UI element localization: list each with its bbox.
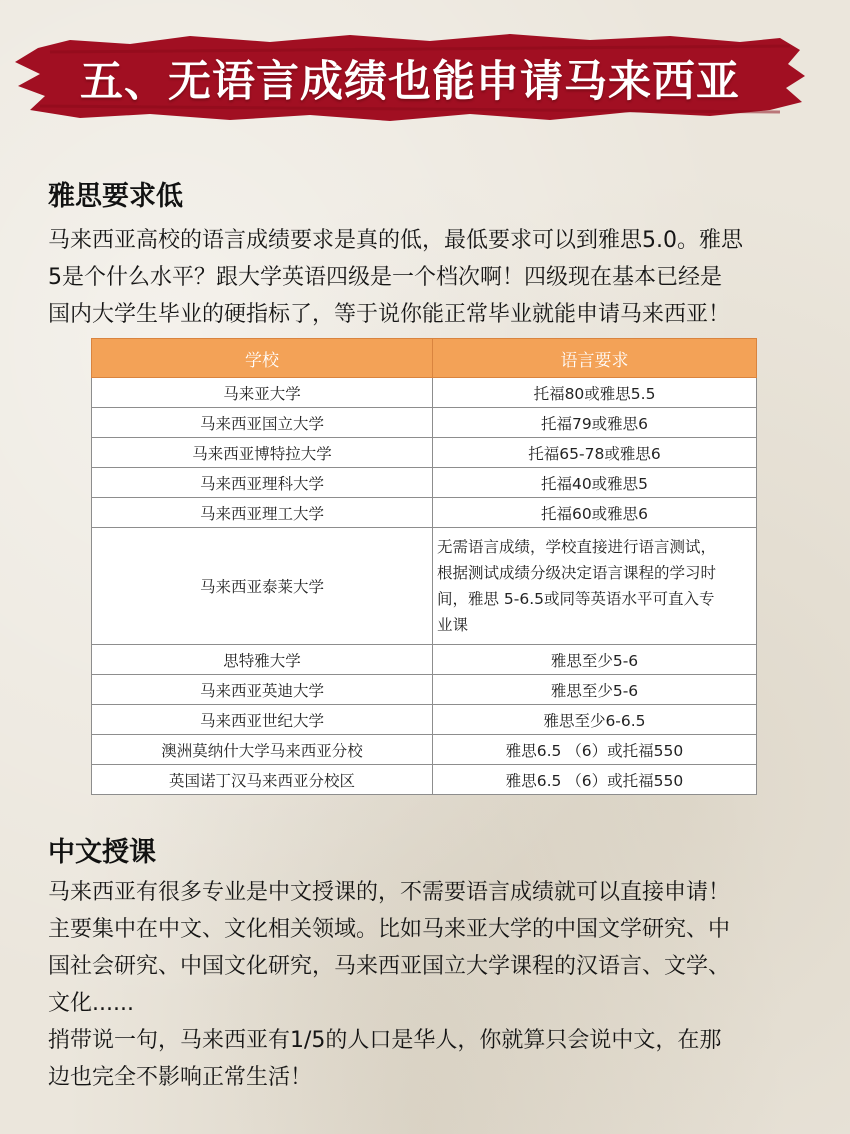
requirement-cell: 雅思6.5 （6）或托福550 — [433, 735, 757, 765]
chinese-paragraph — [48, 874, 818, 1096]
paragraph-line: 马来西亚有很多专业是中文授课的，不需要语言成绩就可以直接申请！ — [48, 880, 731, 905]
requirement-cell: 雅思至少5-6 — [433, 645, 757, 675]
requirement-cell: 托福40或雅思5 — [433, 468, 757, 498]
table-row — [92, 645, 757, 675]
ielts-paragraph — [48, 222, 818, 333]
table-row — [92, 438, 757, 468]
school-cell: 马来亚大学 — [92, 378, 433, 408]
school-cell: 马来西亚世纪大学 — [92, 705, 433, 735]
paragraph-line: 国内大学生毕业的硬指标了，等于说你能正常毕业就能申请马来西亚！ — [48, 302, 731, 327]
requirement-cell: 雅思至少5-6 — [433, 675, 757, 705]
table-row — [92, 675, 757, 705]
note-line: 业课 — [437, 616, 469, 634]
paragraph-line: 文化...... — [48, 991, 134, 1016]
school-cell: 马来西亚英迪大学 — [92, 675, 433, 705]
header-school: 学校 — [92, 339, 433, 378]
note-line: 间，雅思 5-6.5或同等英语水平可直入专 — [437, 590, 715, 608]
school-cell: 马来西亚泰莱大学 — [92, 528, 433, 645]
requirement-cell: 托福60或雅思6 — [433, 498, 757, 528]
table-row — [92, 498, 757, 528]
header-requirement: 语言要求 — [433, 339, 757, 378]
requirement-cell: 托福65-78或雅思6 — [433, 438, 757, 468]
table-row — [92, 408, 757, 438]
table-header-row — [92, 339, 757, 378]
banner-title: 五、无语言成绩也能申请马来西亚 — [80, 57, 740, 107]
requirement-cell-note — [433, 528, 757, 645]
note-line: 无需语言成绩，学校直接进行语言测试， — [437, 538, 717, 556]
table-row — [92, 378, 757, 408]
school-cell: 马来西亚理科大学 — [92, 468, 433, 498]
table-row — [92, 735, 757, 765]
title-banner — [10, 30, 810, 125]
paragraph-line: 马来西亚高校的语言成绩要求是真的低，最低要求可以到雅思5.0。雅思 — [48, 228, 743, 253]
requirement-cell: 雅思6.5 （6）或托福550 — [433, 765, 757, 795]
paragraph-line: 主要集中在中文、文化相关领域。比如马来亚大学的中国文学研究、中 — [48, 917, 731, 942]
table-row — [92, 765, 757, 795]
paragraph-line: 5是个什么水平？跟大学英语四级是一个档次啊！四级现在基本已经是 — [48, 265, 722, 290]
school-cell: 马来西亚博特拉大学 — [92, 438, 433, 468]
section-heading-ielts: 雅思要求低 — [48, 181, 183, 212]
requirement-cell: 托福80或雅思5.5 — [433, 378, 757, 408]
school-cell: 思特雅大学 — [92, 645, 433, 675]
table-row — [92, 528, 757, 645]
school-cell: 马来西亚理工大学 — [92, 498, 433, 528]
school-cell: 马来西亚国立大学 — [92, 408, 433, 438]
table-row — [92, 705, 757, 735]
requirement-cell: 雅思至少6-6.5 — [433, 705, 757, 735]
table-row — [92, 468, 757, 498]
paragraph-line: 边也完全不影响正常生活！ — [48, 1065, 313, 1090]
language-requirements-table — [91, 338, 757, 795]
school-cell: 英国诺丁汉马来西亚分校区 — [92, 765, 433, 795]
school-cell: 澳洲莫纳什大学马来西亚分校 — [92, 735, 433, 765]
section-heading-chinese: 中文授课 — [48, 837, 156, 868]
requirement-cell: 托福79或雅思6 — [433, 408, 757, 438]
paragraph-line: 捎带说一句，马来西亚有1/5的人口是华人，你就算只会说中文，在那 — [48, 1028, 722, 1053]
paragraph-line: 国社会研究、中国文化研究，马来西亚国立大学课程的汉语言、文学、 — [48, 954, 731, 979]
note-line: 根据测试成绩分级决定语言课程的学习时 — [437, 564, 717, 582]
